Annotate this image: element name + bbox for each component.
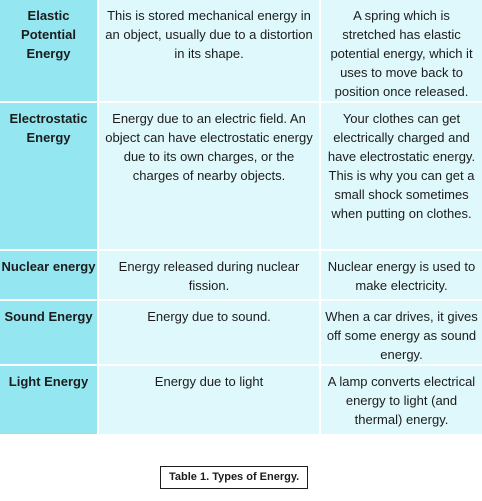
energy-description-cell: This is stored mechanical energy in an object, usually due to a distortion in its shape. [98, 0, 320, 102]
energy-example-cell: A spring which is stretched has elastic potential energy, which it uses to move back to position once released. [320, 0, 482, 102]
table-row [0, 300, 482, 365]
table-row [0, 250, 482, 300]
energy-name-cell: Elastic Potential Energy [0, 0, 98, 102]
energy-name-cell: Nuclear energy [0, 250, 98, 300]
energy-description-cell: Energy due to sound. [98, 300, 320, 365]
table-row [0, 102, 482, 250]
energy-name-cell: Electrostatic Energy [0, 102, 98, 250]
table-row [0, 365, 482, 435]
energy-description-cell: Energy due to an electric field. An object can have electrostatic energy due to its own charges, or the charges of nearby objects. [98, 102, 320, 250]
energy-description-cell: Energy released during nuclear fission. [98, 250, 320, 300]
energy-example-cell: Your clothes can get electrically charged and have electrostatic energy. This is why you can get a small shock sometimes when putting on clothes. [320, 102, 482, 250]
table-caption: Table 1. Types of Energy. [160, 466, 308, 489]
energy-example-cell: Nuclear energy is used to make electricity. [320, 250, 482, 300]
energy-description-cell: Energy due to light [98, 365, 320, 435]
energy-name-cell: Light Energy [0, 365, 98, 435]
energy-name-cell: Sound Energy [0, 300, 98, 365]
energy-example-cell: A lamp converts electrical energy to light (and thermal) energy. [320, 365, 482, 435]
energy-example-cell: When a car drives, it gives off some energy as sound energy. [320, 300, 482, 365]
table-row [0, 0, 482, 102]
